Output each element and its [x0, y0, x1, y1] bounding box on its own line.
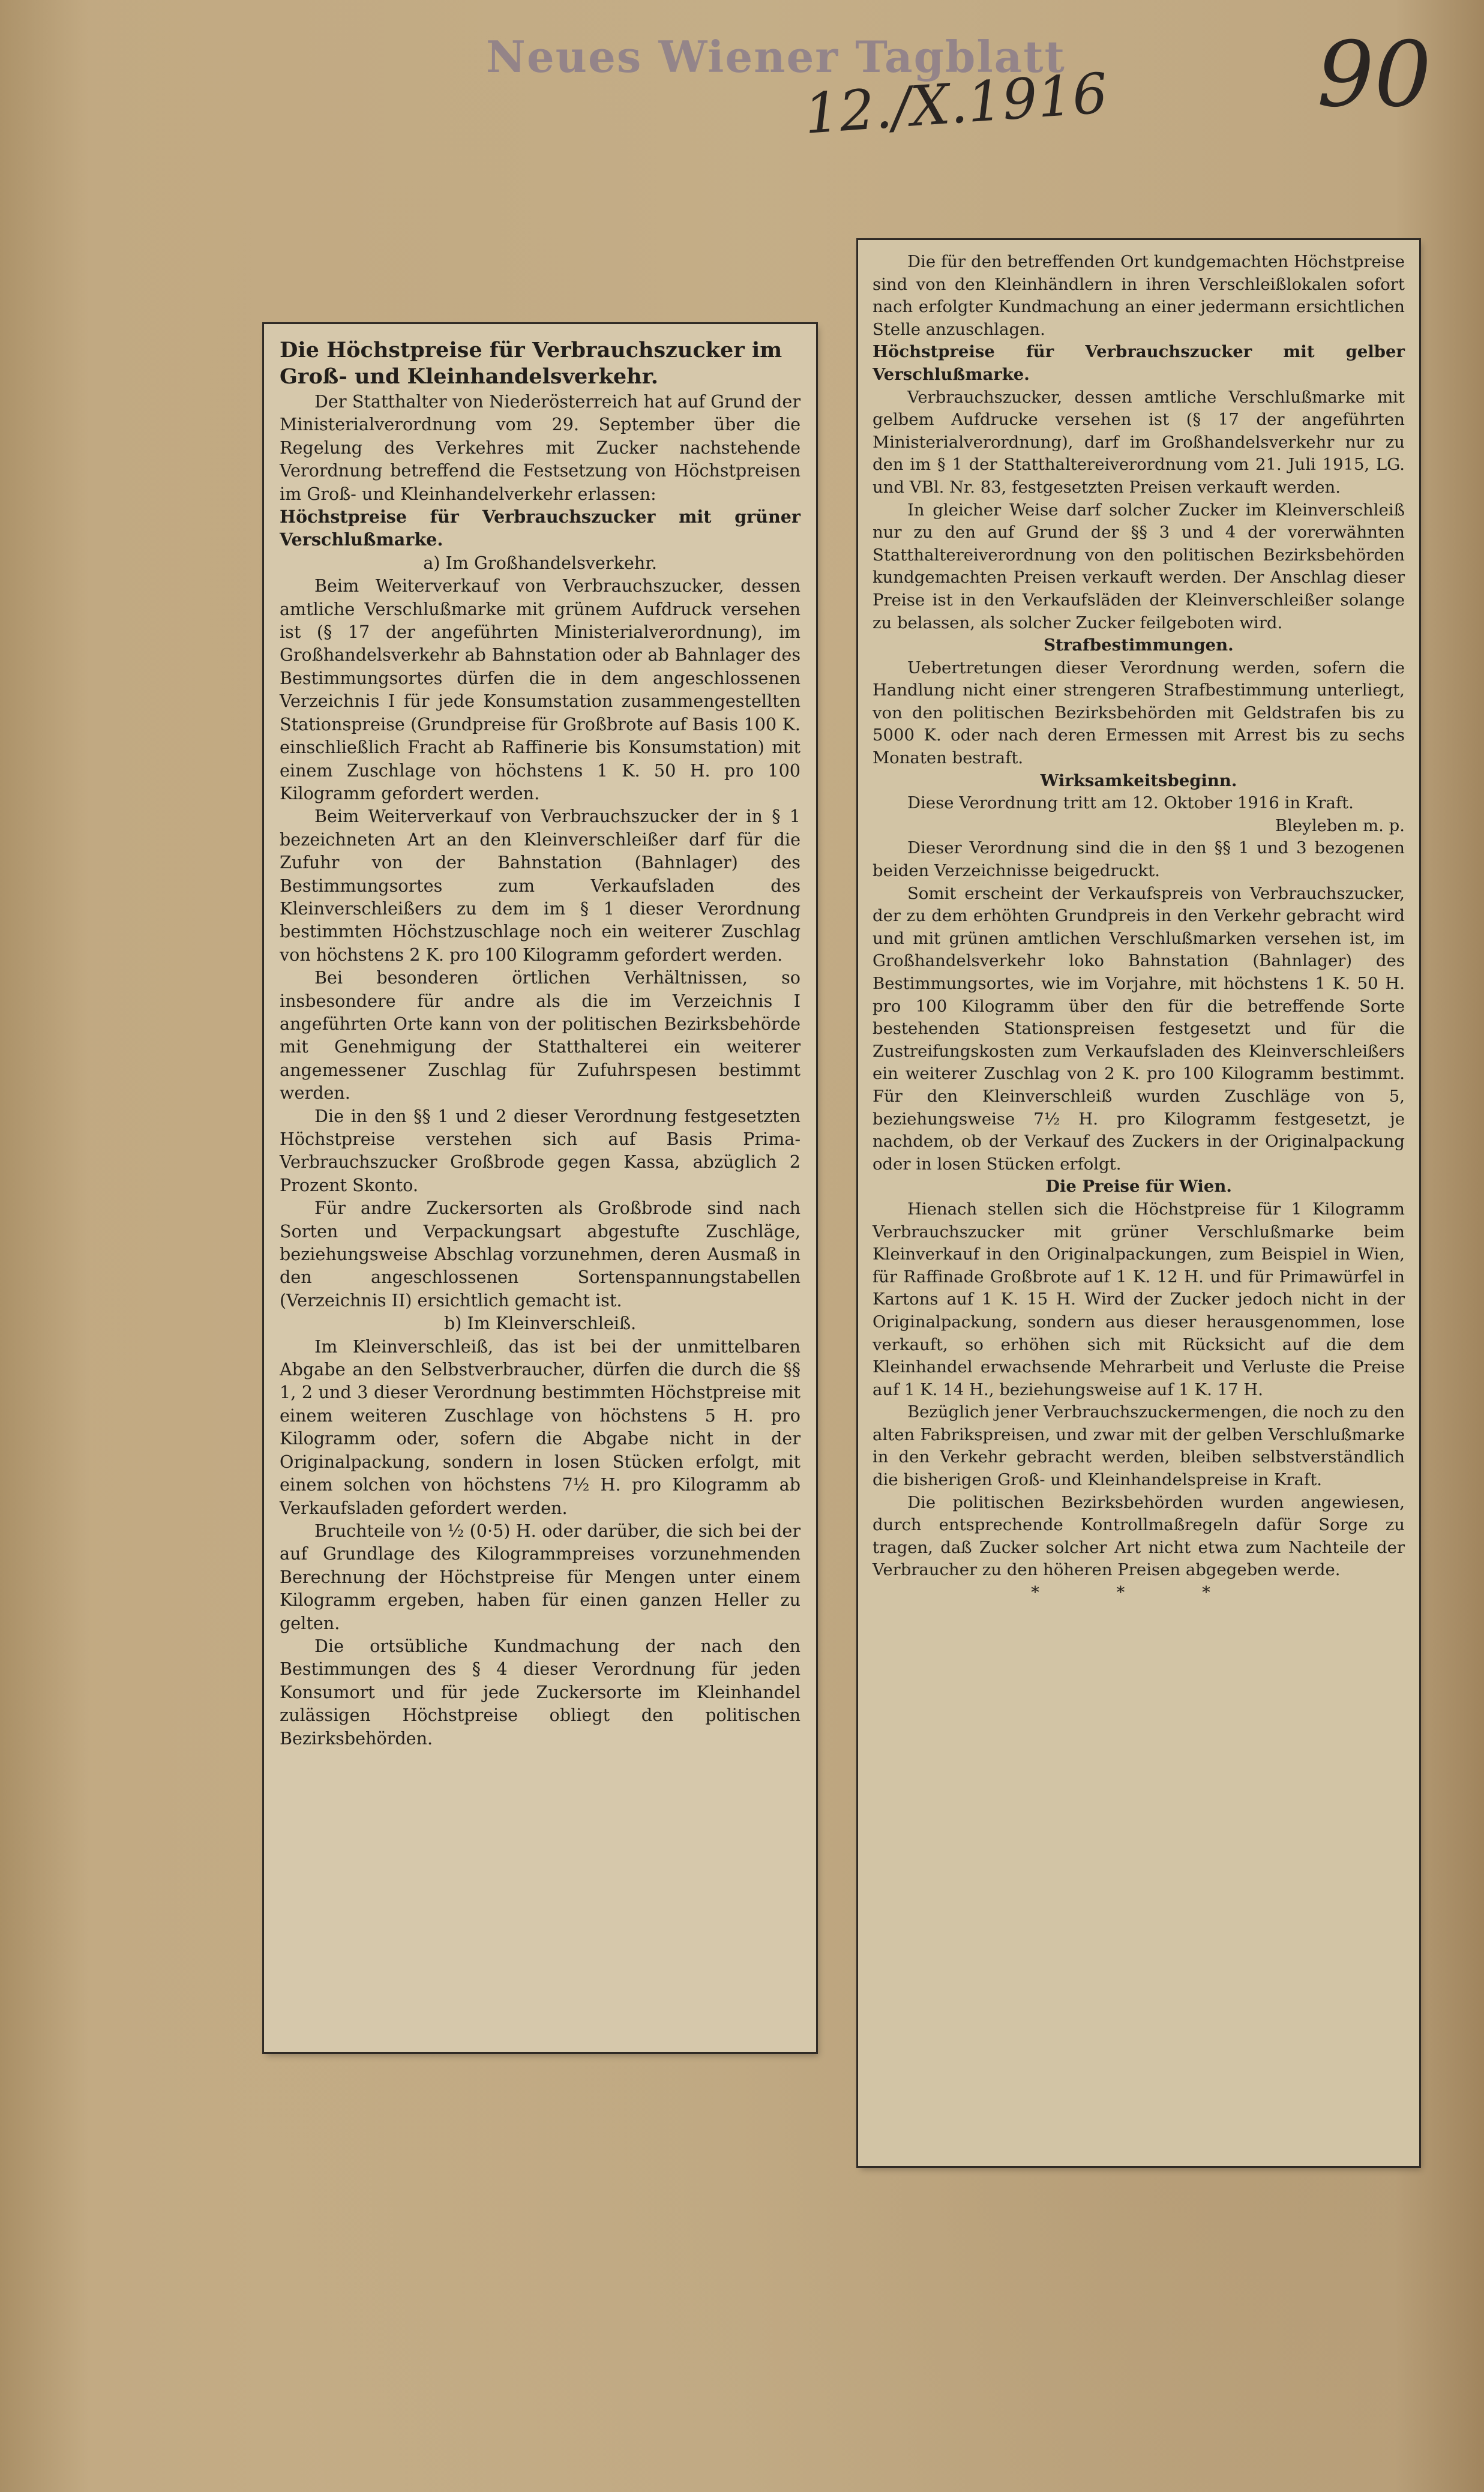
right-column-paragraph: Verbrauchszucker, dessen amtliche Verschlußmarke mit gelbem Aufdrucke versehen ist (§ 17 der angeführten Ministerialverordnung), darf im Großhandelsverkehr nur zu den im § 1 der Statthaltereiverordnung vom 21. Juli 1915, LG. und VBl. Nr. 83, festgesetzten Preisen verkauft werden.: [873, 387, 1405, 497]
left-column-paragraph: Beim Weiterverkauf von Verbrauchszucker der in § 1 bezeichneten Art an den Kleinverschleißer darf für die Zufuhr von der Bahnstation (Bahnlager) des Bestimmungsortes zum Verkaufsladen des Kleinverschleißers zu dem im § 1 dieser Verordnung bestimmten Höchstzuschlage noch ein weiterer Zuschlag von höchstens 2 K. pro 100 Kilogramm gefordert werden.: [280, 806, 801, 965]
left-column-paragraph: b) Im Kleinverschleiß.: [443, 1313, 637, 1334]
right-column-paragraph: Wirksamkeitsbeginn.: [1040, 770, 1237, 790]
left-column-paragraph: Für andre Zuckersorten als Großbrode sind nach Sorten und Verpackungsart abgestufte Zuschläge, beziehungsweise Abschlag vorzunehmen, deren Ausmaß in den angeschlossenen Sortenspannungstabellen (Verzeichnis II) ersichtlich gemacht ist.: [280, 1198, 801, 1311]
newspaper-clipping-right: [858, 240, 1419, 2166]
right-column-paragraph: Dieser Verordnung sind die in den §§ 1 und 3 bezogenen beiden Verzeichnisse beigedruckt.: [873, 838, 1405, 881]
right-column-paragraph: Diese Verordnung tritt am 12. Oktober 1916 in Kraft.: [907, 793, 1354, 813]
right-column-paragraph: Höchstpreise für Verbrauchszucker mit gelber Verschlußmarke.: [873, 342, 1405, 384]
left-column-paragraph: Bruchteile von ½ (0·5) H. oder darüber, die sich bei der auf Grundlage des Kilogrammpreises vorzunehmenden Berechnung der Höchstpreise für Mengen unter einem Kilogramm ergeben, haben für einen ganzen Heller zu gelten.: [280, 1520, 801, 1633]
left-column-paragraph: Beim Weiterverkauf von Verbrauchszucker, dessen amtliche Verschlußmarke mit grünem Aufdruck versehen ist (§ 17 der angeführten Ministerialverordnung), im Großhandelsverkehr ab Bahnstation oder ab Bahnlager des Bestimmungsortes dürfen die in dem angeschlossenen Verzeichnis I für jede Konsumstation zusammengestellten Stationspreise (Grundpreise für Großbrote auf Basis 100 K. einschließlich Fracht ab Raffinerie bis Konsumstation) mit einem Zuschlage von höchstens 1 K. 50 H. pro 100 Kilogramm gefordert werden.: [280, 575, 801, 803]
right-column-paragraph: Bleyleben m. p.: [1275, 815, 1405, 835]
handwritten-page-number: 90: [1317, 23, 1432, 127]
left-column-paragraph: Höchstpreise für Verbrauchszucker mit grüner Verschlußmarke.: [280, 506, 801, 550]
clipping-right-text: [873, 251, 1405, 1605]
left-column-paragraph: Im Kleinverschleiß, das ist bei der unmittelbaren Abgabe an den Selbstverbraucher, dürfen die durch die §§ 1, 2 und 3 dieser Verordnung bestimmten Höchstpreise mit einem weiteren Zuschlage von höchstens 5 H. pro Kilogramm oder, sofern die Abgabe nicht in der Originalpackung, sondern in losen Stücken erfolgt, mit einem solchen von höchstens 7½ H. pro Kilogramm ab Verkaufsladen gefordert werden.: [280, 1336, 801, 1518]
newspaper-stamp: Neues Wiener Tagblatt: [486, 31, 1066, 82]
right-column-paragraph: * * *: [1031, 1583, 1246, 1603]
right-column-paragraph: Die Preise für Wien.: [1045, 1177, 1232, 1196]
right-column-paragraph: Uebertretungen dieser Verordnung werden, sofern die Handlung nicht einer strengeren Strafbestimmung unterliegt, von den politischen Bezirksbehörden mit Geldstrafen bis zu 5000 K. oder nach deren Ermessen mit Arrest bis zu sechs Monaten bestraft.: [873, 658, 1405, 768]
right-column-paragraph: Die politischen Bezirksbehörden wurden angewiesen, durch entsprechende Kontrollmaßregeln dafür Sorge zu tragen, daß Zucker solcher Art nicht etwa zum Nachteile der Verbraucher zu den höheren Preisen abgegeben werde.: [873, 1492, 1405, 1580]
newspaper-clipping-left: [264, 324, 816, 2052]
left-column-paragraph: Bei besonderen örtlichen Verhältnissen, so insbesondere für andre als die im Verzeichnis I angeführten Orte kann von der politischen Bezirksbehörde mit Genehmigung der Statthalterei ein weiterer angemessener Zuschlag für Zufuhrspesen bestimmt werden.: [280, 967, 801, 1103]
left-column-paragraph: Der Statthalter von Niederösterreich hat auf Grund der Ministerialverordnung vom 29. September über die Regelung des Verkehres mit Zucker nachstehende Verordnung betreffend die Festsetzung von Höchstpreisen im Groß- und Kleinhandelverkehr erlassen:: [280, 391, 801, 504]
right-column-paragraph: Strafbestimmungen.: [1044, 635, 1234, 655]
right-column-paragraph: In gleicher Weise darf solcher Zucker im Kleinverschleiß nur zu den auf Grund der §§ 3 und 4 der vorerwähnten Statthaltereiverordnung von den politischen Bezirksbehörden kundgemachten Preisen verkauft werden. Der Anschlag dieser Preise ist in den Verkaufsläden der Kleinverschleißer solange zu belassen, als solcher Zucker feilgeboten wird.: [873, 500, 1405, 632]
left-column-paragraph: Die in den §§ 1 und 2 dieser Verordnung festgesetzten Höchstpreise verstehen sich auf Basis Prima-Verbrauchszucker Großbrode gegen Kassa, abzüglich 2 Prozent Skonto.: [280, 1105, 801, 1195]
left-column-paragraph: Die Höchstpreise für Verbrauchszucker im Groß- und Kleinhandelsverkehr.: [280, 338, 783, 389]
clipping-left-text: [280, 337, 801, 1750]
right-column-paragraph: Die für den betreffenden Ort kundgemachten Höchstpreise sind von den Kleinhändlern in ihren Verschleißlokalen sofort nach erfolgter Kundmachung an einer jedermann ersichtlichen Stelle anzuschlagen.: [873, 252, 1405, 339]
handwritten-date: 12./X.1916: [802, 61, 1110, 146]
left-column-paragraph: a) Im Großhandelsverkehr.: [423, 552, 657, 573]
right-column-paragraph: Bezüglich jener Verbrauchszuckermengen, die noch zu den alten Fabrikspreisen, und zwar mit der gelben Verschlußmarke in den Verkehr gebracht werden, bleiben selbstverständlich die bisherigen Groß- und Kleinhandelspreise in Kraft.: [873, 1402, 1405, 1490]
left-column-paragraph: Die ortsübliche Kundmachung der nach den Bestimmungen des § 4 dieser Verordnung für jeden Konsumort und für jede Zuckersorte im Kleinhandel zulässigen Höchstpreise obliegt den politischen Bezirksbehörden.: [280, 1635, 801, 1749]
right-column-paragraph: Hienach stellen sich die Höchstpreise für 1 Kilogramm Verbrauchszucker mit grüner Verschlußmarke beim Kleinverkauf in den Originalpackungen, zum Beispiel in Wien, für Raffinade Großbrote auf 1 K. 12 H. und für Primawürfel in Kartons auf 1 K. 15 H. Wird der Zucker jedoch nicht in der Originalpackung, sondern aus dieser herausgenommen, lose verkauft, so erhöhen sich mit Rücksicht auf die dem Kleinhandel erwachsende Mehrarbeit und Verluste die Preise auf 1 K. 14 H., beziehungsweise auf 1 K. 17 H.: [873, 1199, 1405, 1399]
right-column-paragraph: Somit erscheint der Verkaufspreis von Verbrauchszucker, der zu dem erhöhten Grundpreis in den Verkehr gebracht wird und mit grünen amtlichen Verschlußmarken versehen ist, im Großhandelsverkehr loko Bahnstation (Bahnlager) des Bestimmungsortes, wie im Vorjahre, mit höchstens 1 K. 50 H. pro 100 Kilogramm über den für die betreffende Sorte bestehenden Stationspreisen festgesetzt und für die Zustreifungskosten zum Verkaufsladen des Kleinverschleißers ein weiterer Zuschlag von 2 K. pro 100 Kilogramm bestimmt. Für den Kleinverschleiß wurden Zuschläge von 5, beziehungsweise 7½ H. pro Kilogramm festgesetzt, je nachdem, ob der Verkauf des Zuckers in der Originalpackung oder in losen Stücken erfolgt.: [873, 883, 1405, 1174]
